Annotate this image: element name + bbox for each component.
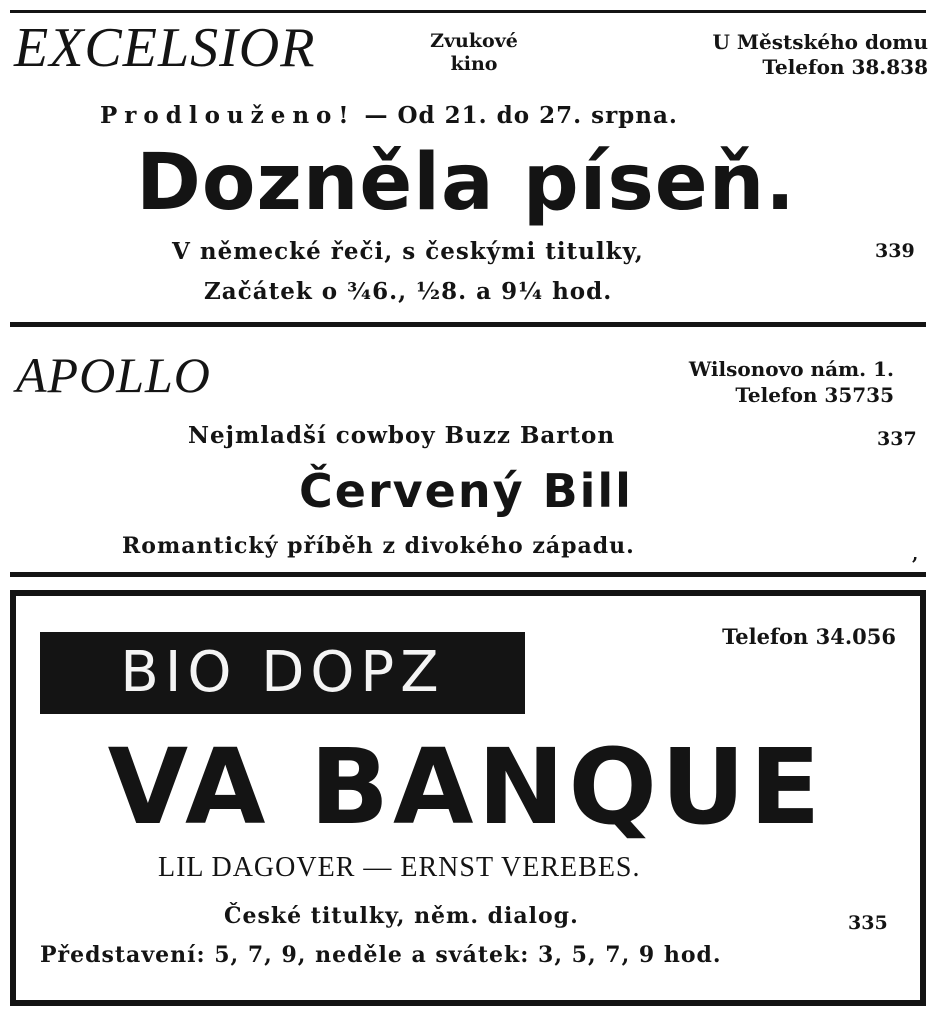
cinema-type-line2: kino: [450, 53, 498, 75]
showtimes-excelsior: Začátek o ¾6., ½8. a 9¼ hod.: [204, 278, 613, 305]
top-rule: [10, 10, 926, 13]
excelsior-phone: Telefon 38.838: [762, 55, 928, 79]
apollo-phone: Telefon 35735: [735, 383, 894, 407]
cinema-name-bio-dopz: BIO DOPZ: [120, 640, 445, 705]
cinema-type-line1: Zvukové: [430, 30, 518, 52]
excelsior-apollo-divider: [10, 322, 926, 327]
subtitles-note: České titulky, něm. dialog.: [224, 903, 579, 929]
prolonged-label: Prodlouženo!: [100, 102, 356, 129]
ad-code-excelsior: 339: [875, 240, 915, 262]
bio-dopz-name-plate: [40, 632, 525, 714]
bio-dopz-phone: Telefon 34.056: [722, 624, 896, 649]
showtimes-bio-dopz: Představení: 5, 7, 9, neděle a svátek: 3, 5, 7, 9 hod.: [40, 942, 722, 968]
apollo-contact: [600, 356, 894, 408]
cinema-name-apollo: APOLLO: [16, 347, 211, 403]
film-title-cerveny-bill: Červený Bill: [299, 464, 633, 518]
film-title-doznela-pisen: Dozněla píseň.: [136, 138, 796, 228]
language-note: V německé řeči, s českými titulky,: [172, 238, 644, 265]
ad-code-bio-dopz: 335: [848, 912, 888, 934]
apollo-star-line: Nejmladší cowboy Buzz Barton: [188, 422, 616, 449]
excelsior-contact: [610, 30, 928, 80]
apollo-bio-divider: [10, 572, 926, 577]
film-title-va-banque: VA BANQUE: [107, 726, 825, 848]
apollo-address: Wilsonovo nám. 1.: [688, 357, 894, 381]
apollo-description: Romantický příběh z divokého západu.: [122, 533, 635, 559]
stray-mark: ,: [912, 544, 919, 565]
excelsior-address: U Městského domu: [712, 30, 928, 54]
cast-line: LIL DAGOVER — ERNST VEREBES.: [158, 852, 641, 883]
cinema-name-excelsior: EXCELSIOR: [14, 17, 316, 79]
excelsior-dates: [100, 102, 678, 129]
date-range: — Od 21. do 27. srpna.: [364, 102, 678, 129]
ad-code-apollo: 337: [877, 428, 917, 450]
cinema-type: [414, 30, 534, 76]
